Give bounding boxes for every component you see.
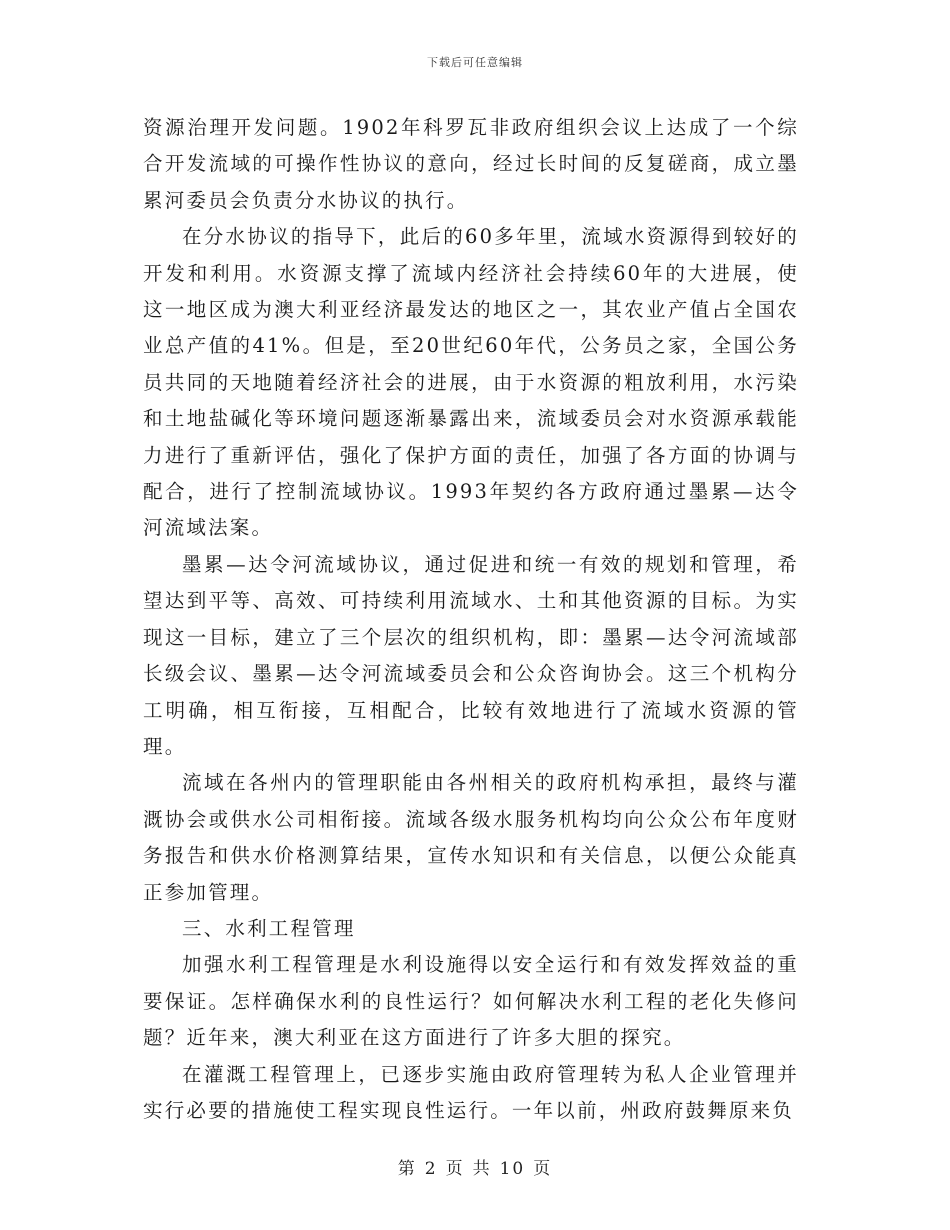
total-pages-number: 10 <box>499 1159 526 1179</box>
document-body <box>143 110 799 1129</box>
footer-label-of: 页 <box>445 1159 465 1179</box>
footer-label-total: 共 <box>472 1159 492 1179</box>
page-header: 下载后可任意编辑 <box>427 56 523 69</box>
paragraph: 在分水协议的指导下，此后的60多年里，流域水资源得到较好的开发和利用。水资源支撑了流域内经济社会持续60年的大进展，使这一地区成为澳大利亚经济最发达的地区之一，其农业产值占全国农业总产值的41%。但是，至20世纪60年代，公务员之家，全国公务员共同的天地随着经济社会的进展，由于水资源的粗放利用，水污染和土地盐碱化等环境问题逐渐暴露出来，流域委员会对水资源承载能力进行了重新评估，强化了保护方面的责任，加强了各方面的协调与配合，进行了控制流域协议。1993年契约各方政府通过墨累—达令河流域法案。 <box>143 225 799 540</box>
footer-label-end: 页 <box>533 1159 553 1179</box>
paragraph: 在灌溉工程管理上，已逐步实施由政府管理转为私人企业管理并实行必要的措施使工程实现良性运行。一年以前，州政府鼓舞原来负 <box>143 1062 799 1122</box>
paragraph: 资源治理开发问题。1902年科罗瓦非政府组织会议上达成了一个综合开发流域的可操作性协议的意向，经过长时间的反复磋商，成立墨累河委员会负责分水协议的执行。 <box>143 116 799 212</box>
paragraph: 墨累—达令河流域协议，通过促进和统一有效的规划和管理，希望达到平等、高效、可持续利用流域水、土和其他资源的目标。为实现这一目标，建立了三个层次的组织机构，即：墨累—达令河流域部长级会议、墨累—达令河流域委员会和公众咨询协会。这三个机构分工明确，相互衔接，互相配合，比较有效地进行了流域水资源的管理。 <box>143 552 799 758</box>
section-heading: 三、水利工程管理 <box>182 916 356 940</box>
current-page-number: 2 <box>424 1159 438 1179</box>
page-footer <box>0 1154 950 1179</box>
footer-label-page: 第 <box>397 1159 417 1179</box>
paragraph: 流域在各州内的管理职能由各州相关的政府机构承担，最终与灌溉协会或供水公司相衔接。流域各级水服务机构均向公众公布年度财务报告和供水价格测算结果，宣传水知识和有关信息，以便公众能真正参加管理。 <box>143 771 799 904</box>
paragraph: 加强水利工程管理是水利设施得以安全运行和有效发挥效益的重要保证。怎样确保水利的良性运行？如何解决水利工程的老化失修问题？近年来，澳大利亚在这方面进行了许多大胆的探究。 <box>143 953 799 1050</box>
